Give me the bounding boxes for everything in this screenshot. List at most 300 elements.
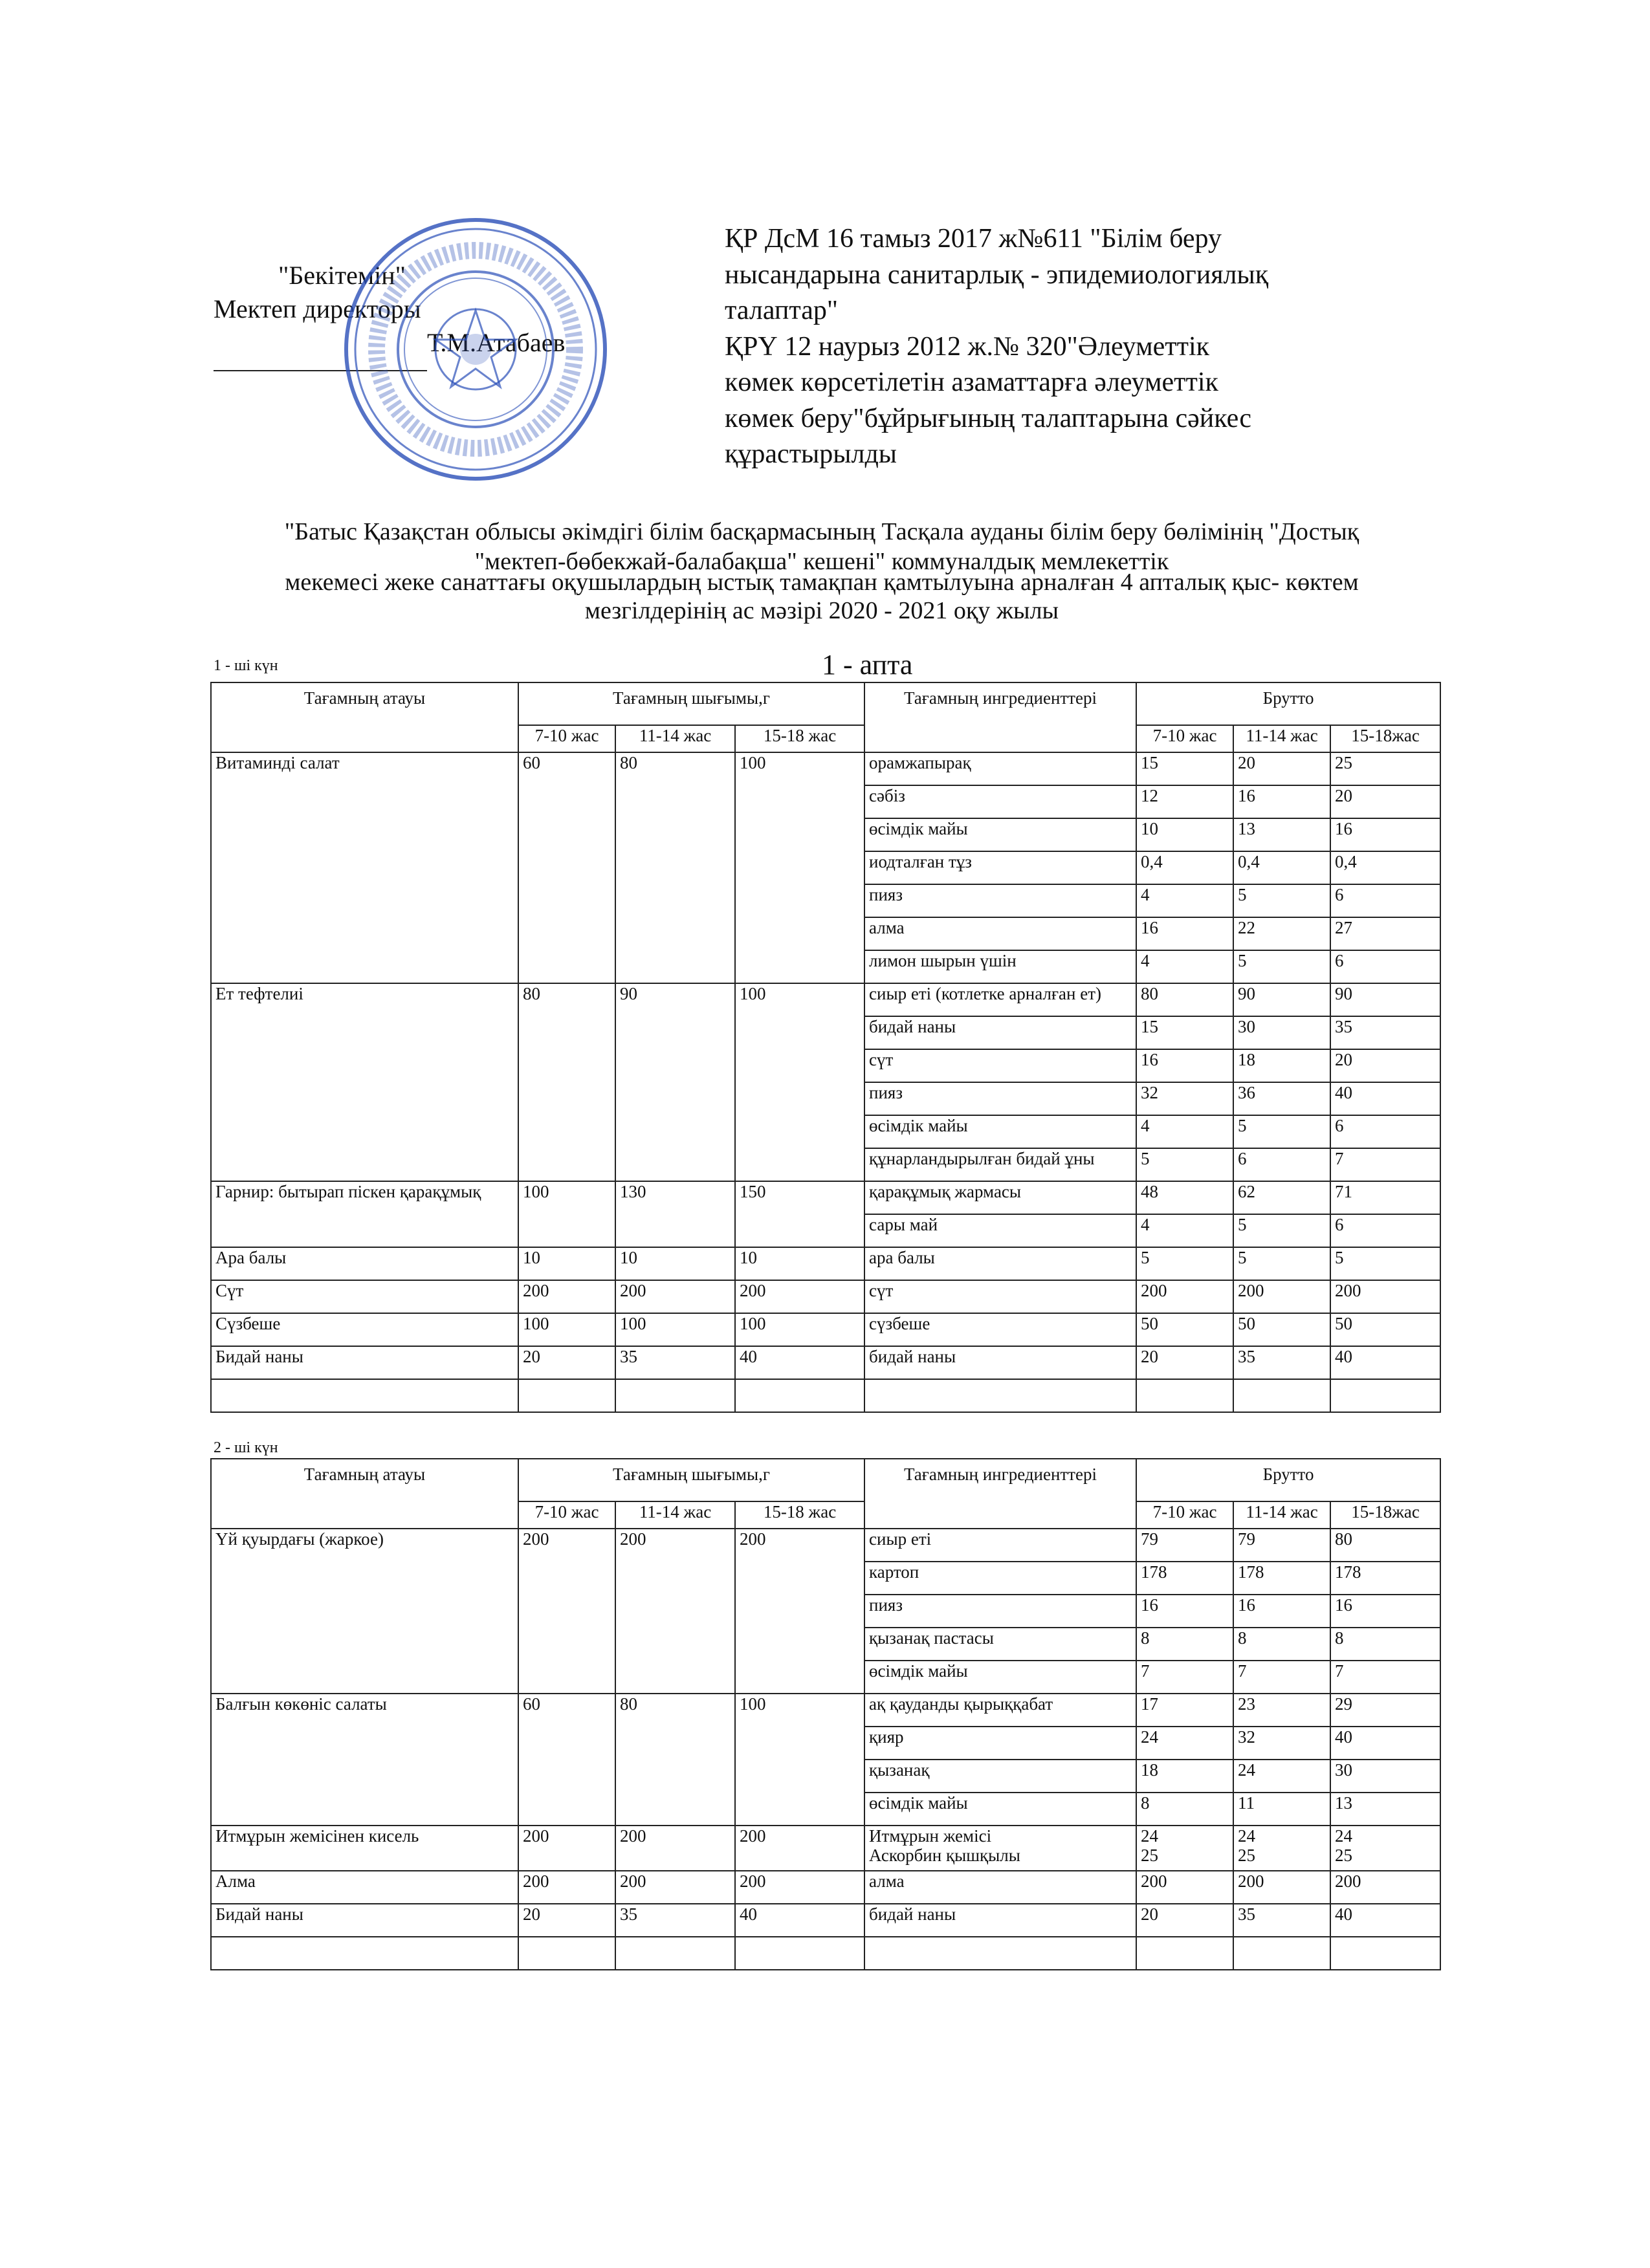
dish-yield: 200 (735, 1871, 864, 1904)
gross-value: 40 (1335, 1083, 1353, 1102)
reference-line: көмек көрсетілетін азаматтарға әлеуметтік (725, 367, 1218, 397)
ingredient-gross (1136, 1346, 1233, 1379)
dish-yield: 100 (735, 1694, 864, 1826)
reference-line: ҚРҮ 12 наурыз 2012 ж.№ 320"Әлеуметтік (725, 331, 1210, 362)
ingredient-name-text: сүзбеше (869, 1314, 930, 1333)
ingredient-gross (1330, 1181, 1440, 1214)
dish-yield: 80 (518, 983, 615, 1181)
gross-value: 6 (1335, 1116, 1344, 1135)
gross-value: 7 (1141, 1661, 1150, 1681)
gross-value: 18 (1141, 1760, 1159, 1780)
ingredient-name (864, 917, 1136, 950)
ingredient-gross (1330, 1346, 1440, 1379)
ingredient-name (864, 1628, 1136, 1661)
dish-yield: 60 (518, 752, 615, 983)
gross-value: 5 (1335, 1248, 1344, 1267)
reference-line: көмек беру"бұйрығының талаптарына сәйкес (725, 403, 1251, 433)
ingredient-gross (1330, 1529, 1440, 1562)
ingredient-gross (1330, 1562, 1440, 1595)
ingredient-gross (1330, 1313, 1440, 1346)
gross-value: 178 (1238, 1562, 1264, 1582)
header-yield-age3: 15-18 жас (735, 725, 864, 752)
gross-value: 24 (1141, 1727, 1159, 1747)
ingredient-gross (1233, 1661, 1330, 1694)
ingredient-gross (1330, 1016, 1440, 1049)
gross-value: 35 (1238, 1904, 1256, 1924)
ingredient-gross (1330, 1727, 1440, 1760)
gross-value: 200 (1238, 1281, 1264, 1300)
ingredient-gross (1136, 785, 1233, 818)
ingredient-gross (1233, 1904, 1330, 1937)
gross-value: 24 (1335, 1826, 1353, 1846)
dish-yield: 35 (615, 1904, 735, 1937)
gross-value: 32 (1141, 1083, 1159, 1102)
gross-value: 4 (1141, 1116, 1150, 1135)
gross-value: 20 (1238, 753, 1256, 772)
ingredient-name (864, 1694, 1136, 1727)
header-spacer (211, 725, 518, 752)
ingredient-name-text: қызанақ (869, 1760, 930, 1780)
ingredient-gross (1330, 1793, 1440, 1826)
dish-yield: 100 (518, 1181, 615, 1247)
header-gross: Брутто (1136, 682, 1440, 725)
ingredient-name-text: пияз (869, 1083, 903, 1102)
dish-yield: 35 (615, 1346, 735, 1379)
title-line: мезгілдерінің ас мәзірі 2020 - 2021 оқу жылы (584, 597, 1059, 624)
ingredient-gross (1330, 1628, 1440, 1661)
gross-value: 4 (1141, 1215, 1150, 1234)
empty-row (211, 1379, 1440, 1412)
dish-name: Бидай наны (211, 1904, 518, 1937)
gross-value: 20 (1141, 1904, 1159, 1924)
ingredient-name (864, 1760, 1136, 1793)
gross-value: 0,4 (1141, 852, 1163, 871)
ingredient-gross (1233, 1760, 1330, 1793)
ingredient-gross (1233, 1016, 1330, 1049)
empty-cell (518, 1937, 615, 1970)
header-yield-age3: 15-18 жас (735, 1501, 864, 1529)
empty-cell (1330, 1937, 1440, 1970)
ingredient-gross (1233, 1562, 1330, 1595)
ingredient-name-text: пияз (869, 885, 903, 904)
gross-value: 5 (1238, 885, 1247, 904)
gross-value: 20 (1335, 786, 1353, 805)
gross-value: 29 (1335, 1694, 1353, 1714)
header-ingredients: Тағамның ингредиенттері (864, 1459, 1136, 1501)
dish-yield: 90 (615, 983, 735, 1181)
ingredient-gross (1330, 950, 1440, 983)
table-row (211, 1694, 1440, 1727)
header-yield-age2: 11-14 жас (615, 725, 735, 752)
ingredient-gross (1233, 1529, 1330, 1562)
ingredient-gross (1136, 1529, 1233, 1562)
dish-yield: 10 (615, 1247, 735, 1280)
header-gross: Брутто (1136, 1459, 1440, 1501)
approval-title: "Бекітемін" (278, 261, 406, 290)
gross-value: 79 (1238, 1529, 1256, 1549)
ingredient-gross (1233, 1595, 1330, 1628)
ingredient-gross (1233, 1346, 1330, 1379)
ingredient-name-text: алма (869, 1871, 905, 1891)
ingredient-gross (1233, 1214, 1330, 1247)
ingredient-name-text: ара балы (869, 1248, 935, 1267)
empty-cell (864, 1379, 1136, 1412)
ingredient-gross (1330, 752, 1440, 785)
gross-value: 90 (1335, 984, 1353, 1003)
dish-yield: 200 (615, 1280, 735, 1313)
gross-value: 7 (1335, 1661, 1344, 1681)
ingredient-gross (1136, 1016, 1233, 1049)
gross-value: 40 (1335, 1904, 1353, 1924)
ingredient-gross (1136, 1280, 1233, 1313)
gross-value: 16 (1335, 1595, 1353, 1615)
day-label: 2 - ші күн (214, 1439, 278, 1456)
ingredient-name (864, 1871, 1136, 1904)
ingredient-name (864, 1148, 1136, 1181)
ingredient-gross (1233, 1313, 1330, 1346)
gross-value: 25 (1335, 753, 1353, 772)
empty-cell (211, 1937, 518, 1970)
ingredient-gross (1330, 1694, 1440, 1727)
dish-yield: 200 (518, 1871, 615, 1904)
dish-yield: 200 (615, 1529, 735, 1694)
gross-value: 16 (1238, 786, 1256, 805)
gross-value: 5 (1238, 1215, 1247, 1234)
header-gross-gage3: 15-18жас (1330, 725, 1440, 752)
dish-yield: 40 (735, 1904, 864, 1937)
header-dish-name: Тағамның атауы (211, 682, 518, 725)
ingredient-gross (1330, 1214, 1440, 1247)
ingredient-name (864, 818, 1136, 851)
empty-cell (615, 1379, 735, 1412)
ingredient-gross (1330, 1280, 1440, 1313)
dish-yield: 200 (615, 1826, 735, 1871)
table-row (211, 1247, 1440, 1280)
gross-value: 25 (1238, 1846, 1256, 1865)
ingredient-gross (1136, 983, 1233, 1016)
ingredient-name-text: бидай наны (869, 1347, 956, 1366)
ingredient-name-text: иодталған тұз (869, 852, 972, 871)
ingredient-name-text: сүт (869, 1050, 894, 1069)
table-row (211, 1181, 1440, 1214)
table-row (211, 1313, 1440, 1346)
header-gross-gage2: 11-14 жас (1233, 1501, 1330, 1529)
ingredient-gross (1233, 983, 1330, 1016)
gross-value: 16 (1335, 819, 1353, 838)
ingredient-name (864, 1280, 1136, 1313)
ingredient-gross (1330, 1826, 1440, 1871)
ingredient-name (864, 1016, 1136, 1049)
gross-value: 15 (1141, 1017, 1159, 1036)
header-row (211, 1459, 1440, 1501)
dish-yield: 200 (735, 1280, 864, 1313)
ingredient-gross (1136, 752, 1233, 785)
gross-value: 5 (1141, 1248, 1150, 1267)
gross-value: 5 (1238, 951, 1247, 970)
ingredient-gross (1136, 1628, 1233, 1661)
ingredient-name-text: қызанақ пастасы (869, 1628, 994, 1648)
gross-value: 6 (1335, 1215, 1344, 1234)
gross-value: 5 (1238, 1116, 1247, 1135)
title-line: "Батыс Қазақстан облысы әкімдігі білім басқармасының Тасқала ауданы білім беру бөлімінің "Достық (284, 518, 1359, 545)
empty-cell (1233, 1379, 1330, 1412)
gross-value: 50 (1335, 1314, 1353, 1333)
ingredient-name (864, 1313, 1136, 1346)
gross-value: 40 (1335, 1347, 1353, 1366)
gross-value: 8 (1141, 1793, 1150, 1813)
dish-yield: 10 (518, 1247, 615, 1280)
ingredient-gross (1330, 785, 1440, 818)
ingredient-name (864, 950, 1136, 983)
ingredient-gross (1233, 1694, 1330, 1727)
ingredient-gross (1136, 1661, 1233, 1694)
dish-yield: 130 (615, 1181, 735, 1247)
ingredient-gross (1136, 884, 1233, 917)
gross-value: 23 (1238, 1694, 1256, 1714)
gross-value: 27 (1335, 918, 1353, 937)
ingredient-name-text: өсімдік майы (869, 1116, 968, 1135)
ingredient-gross (1136, 1562, 1233, 1595)
ingredient-name (864, 1793, 1136, 1826)
gross-value: 13 (1238, 819, 1256, 838)
header-yield: Тағамның шығымы,г (518, 682, 864, 725)
ingredient-gross (1136, 1793, 1233, 1826)
dish-name: Итмұрын жемісінен кисель (211, 1826, 518, 1871)
gross-value: 15 (1141, 753, 1159, 772)
dish-name: Балғын көкөніс салаты (211, 1694, 518, 1826)
ingredient-name (864, 1214, 1136, 1247)
ingredient-name (864, 1346, 1136, 1379)
header-gross-gage1: 7-10 жас (1136, 1501, 1233, 1529)
menu-table-day-1 (210, 682, 1441, 1413)
ingredient-name-text: сиыр еті (котлетке арналған ет) (869, 984, 1101, 1003)
gross-value: 79 (1141, 1529, 1159, 1549)
dish-yield: 100 (615, 1313, 735, 1346)
ingredient-gross (1136, 1049, 1233, 1082)
dish-yield: 20 (518, 1346, 615, 1379)
ingredient-gross (1233, 950, 1330, 983)
gross-value: 24 (1238, 1826, 1256, 1846)
dish-name: Ет тефтелиі (211, 983, 518, 1181)
dish-name: Ара балы (211, 1247, 518, 1280)
gross-value: 178 (1335, 1562, 1361, 1582)
gross-value: 50 (1238, 1314, 1256, 1333)
dish-name: Сүт (211, 1280, 518, 1313)
dish-yield: 200 (735, 1529, 864, 1694)
ingredient-name-text: бидай наны (869, 1017, 956, 1036)
dish-yield: 10 (735, 1247, 864, 1280)
ingredient-gross (1233, 1826, 1330, 1871)
gross-value: 13 (1335, 1793, 1353, 1813)
ingredient-gross (1136, 917, 1233, 950)
gross-value: 80 (1335, 1529, 1353, 1549)
ingredient-gross (1136, 950, 1233, 983)
header-yield-age1: 7-10 жас (518, 1501, 615, 1529)
ingredient-gross (1330, 1247, 1440, 1280)
ingredient-gross (1233, 851, 1330, 884)
dish-yield: 40 (735, 1346, 864, 1379)
ingredient-name (864, 1826, 1136, 1871)
dish-yield: 200 (615, 1871, 735, 1904)
ingredient-gross (1136, 1115, 1233, 1148)
gross-value: 48 (1141, 1182, 1159, 1201)
ingredient-gross (1330, 884, 1440, 917)
ingredient-name-text: өсімдік майы (869, 1793, 968, 1813)
ingredient-gross (1233, 1115, 1330, 1148)
dish-yield: 20 (518, 1904, 615, 1937)
gross-value: 12 (1141, 786, 1159, 805)
header-yield: Тағамның шығымы,г (518, 1459, 864, 1501)
ingredient-gross (1136, 1181, 1233, 1214)
ingredient-name-text: лимон шырын үшін (869, 951, 1017, 970)
ingredient-name (864, 785, 1136, 818)
ingredient-gross (1233, 752, 1330, 785)
ingredient-gross (1136, 1727, 1233, 1760)
dish-yield: 60 (518, 1694, 615, 1826)
gross-value: 8 (1238, 1628, 1247, 1648)
ingredient-gross (1330, 1049, 1440, 1082)
header-dish-name: Тағамның атауы (211, 1459, 518, 1501)
table-row (211, 1346, 1440, 1379)
gross-value: 200 (1238, 1871, 1264, 1891)
gross-value: 11 (1238, 1793, 1255, 1813)
gross-value: 8 (1141, 1628, 1150, 1648)
gross-value: 50 (1141, 1314, 1159, 1333)
gross-value: 200 (1141, 1281, 1167, 1300)
dish-yield: 200 (518, 1826, 615, 1871)
reference-line: талаптар" (725, 296, 839, 325)
gross-value: 24 (1238, 1760, 1256, 1780)
ingredient-gross (1233, 1148, 1330, 1181)
dish-yield: 100 (735, 1313, 864, 1346)
ingredient-name (864, 1529, 1136, 1562)
gross-value: 16 (1238, 1595, 1256, 1615)
dish-name: Бидай наны (211, 1346, 518, 1379)
ingredient-gross (1136, 1148, 1233, 1181)
ingredient-gross (1330, 1115, 1440, 1148)
empty-cell (864, 1937, 1136, 1970)
header-gross-gage2: 11-14 жас (1233, 725, 1330, 752)
gross-value: 5 (1141, 1149, 1150, 1168)
ingredient-gross (1136, 1694, 1233, 1727)
ingredient-gross (1233, 818, 1330, 851)
ingredient-name (864, 851, 1136, 884)
ingredient-name-text: қияр (869, 1727, 904, 1747)
ingredient-name (864, 1595, 1136, 1628)
gross-value: 7 (1238, 1661, 1247, 1681)
empty-cell (615, 1937, 735, 1970)
ingredient-gross (1330, 1871, 1440, 1904)
header-gross-gage3: 15-18жас (1330, 1501, 1440, 1529)
empty-cell (1136, 1379, 1233, 1412)
gross-value: 20 (1141, 1347, 1159, 1366)
ingredient-name-text: құнарландырылған бидай ұны (869, 1149, 1095, 1168)
gross-value: 178 (1141, 1562, 1167, 1582)
ingredient-name-text: қарақұмық жармасы (869, 1182, 1022, 1201)
reference-line: нысандарына санитарлық - эпидемиологиялық (725, 259, 1269, 290)
reference-line: ҚР ДсМ 16 тамыз 2017 ж№611 "Білім беру (725, 224, 1222, 254)
ingredient-name (864, 1562, 1136, 1595)
ingredient-name-text: сүт (869, 1281, 894, 1300)
gross-value: 4 (1141, 885, 1150, 904)
gross-value: 36 (1238, 1083, 1256, 1102)
table-row (211, 752, 1440, 785)
ingredient-gross (1136, 851, 1233, 884)
ingredient-gross (1330, 818, 1440, 851)
dish-yield: 200 (518, 1529, 615, 1694)
ingredient-gross (1136, 1595, 1233, 1628)
empty-cell (735, 1379, 864, 1412)
table-row (211, 1826, 1440, 1871)
gross-value: 6 (1335, 951, 1344, 970)
gross-value: 7 (1335, 1149, 1344, 1168)
gross-value: 30 (1335, 1760, 1353, 1780)
ingredient-name (864, 983, 1136, 1016)
ingredient-gross (1136, 1871, 1233, 1904)
gross-value: 20 (1335, 1050, 1353, 1069)
table-row (211, 983, 1440, 1016)
ingredient-gross (1330, 1595, 1440, 1628)
gross-value: 5 (1238, 1248, 1247, 1267)
header-yield-age2: 11-14 жас (615, 1501, 735, 1529)
gross-value: 8 (1335, 1628, 1344, 1648)
ingredient-gross (1136, 818, 1233, 851)
gross-value: 62 (1238, 1182, 1256, 1201)
ingredient-name-text: бидай наны (869, 1904, 956, 1924)
ingredient-gross (1136, 1214, 1233, 1247)
empty-cell (1136, 1937, 1233, 1970)
menu-table-day-2 (210, 1458, 1441, 1970)
gross-value: 0,4 (1238, 852, 1260, 871)
gross-value: 24 (1141, 1826, 1159, 1846)
ingredient-gross (1136, 1904, 1233, 1937)
table-row (211, 1871, 1440, 1904)
ingredient-gross (1233, 1871, 1330, 1904)
table-row (211, 1904, 1440, 1937)
gross-value: 30 (1238, 1017, 1256, 1036)
dish-name: Алма (211, 1871, 518, 1904)
ingredient-gross (1233, 1628, 1330, 1661)
gross-value: 40 (1335, 1727, 1353, 1747)
ingredient-name (864, 1115, 1136, 1148)
ingredient-name (864, 1661, 1136, 1694)
gross-value: 0,4 (1335, 852, 1357, 871)
ingredient-name (864, 1727, 1136, 1760)
title-line: "мектеп-бөбекжай-балабақша" кешені" коммуналдық мемлекеттік (474, 548, 1169, 575)
ingredient-name-text: ақ қауданды қырыққабат (869, 1694, 1053, 1714)
approval-position: Мектеп директоры (214, 294, 421, 323)
gross-value: 16 (1141, 1595, 1159, 1615)
gross-value: 200 (1335, 1281, 1361, 1300)
seal-stamp-icon (340, 213, 611, 485)
approval-signature-name: Т.М.Атабаев (427, 328, 566, 357)
gross-value: 80 (1141, 984, 1159, 1003)
ingredient-gross (1136, 1082, 1233, 1115)
header-spacer (864, 725, 1136, 752)
ingredient-name (864, 1049, 1136, 1082)
dish-yield: 100 (735, 983, 864, 1181)
ingredient-gross (1136, 1313, 1233, 1346)
ingredient-name-text: алма (869, 918, 905, 937)
ingredient-name-text: картоп (869, 1562, 919, 1582)
empty-cell (211, 1379, 518, 1412)
header-age-row (211, 1501, 1440, 1529)
ingredient-gross (1330, 1904, 1440, 1937)
reference-line: құрастырылды (725, 439, 897, 469)
dish-yield: 80 (615, 1694, 735, 1826)
ingredient-gross (1330, 1661, 1440, 1694)
ingredient-name (864, 1247, 1136, 1280)
